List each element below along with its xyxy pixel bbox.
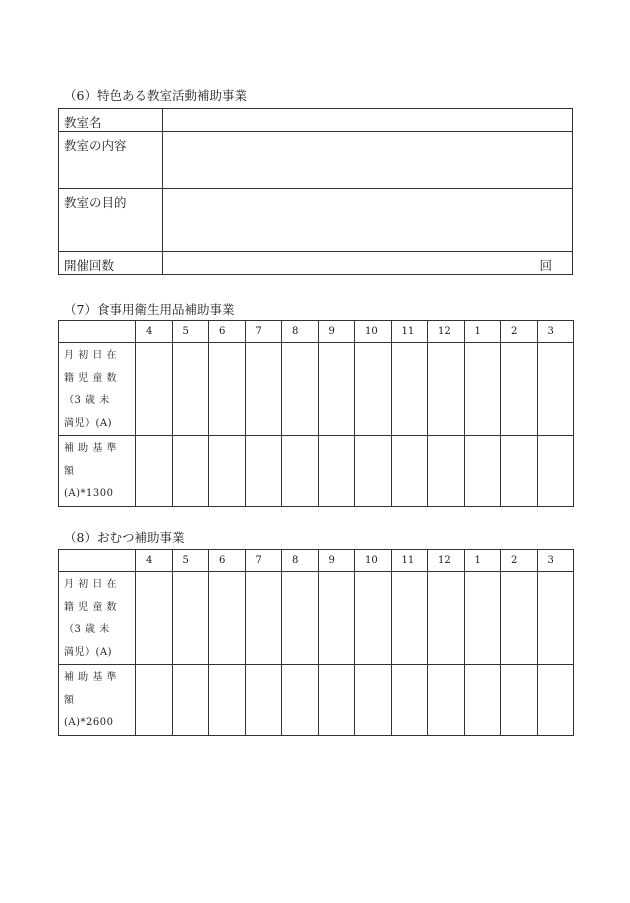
classroom-name-label: 教室名 — [59, 109, 163, 132]
input-cell[interactable] — [464, 343, 501, 436]
section6-title: （6）特色ある教室活動補助事業 — [64, 88, 247, 103]
label-line: 満児）(A) — [64, 417, 113, 429]
input-cell[interactable] — [391, 436, 428, 507]
input-cell[interactable] — [209, 665, 246, 736]
input-cell[interactable] — [391, 665, 428, 736]
label-line: （3 歳 未 — [64, 624, 110, 635]
input-cell[interactable] — [245, 436, 282, 507]
input-cell[interactable] — [172, 343, 209, 436]
classroom-purpose-field[interactable] — [163, 189, 573, 252]
month-header: 9 — [318, 321, 355, 343]
input-cell[interactable] — [428, 665, 465, 736]
enrolled-children-row — [59, 572, 574, 665]
month-header-row — [59, 550, 574, 572]
input-cell[interactable] — [464, 572, 501, 665]
enrolled-children-label — [59, 572, 136, 665]
input-cell[interactable] — [501, 343, 538, 436]
input-cell[interactable] — [391, 343, 428, 436]
month-header: 7 — [245, 550, 282, 572]
subsidy-standard-row — [59, 665, 574, 736]
input-cell[interactable] — [428, 436, 465, 507]
month-header: 9 — [318, 550, 355, 572]
table-row — [59, 109, 573, 132]
month-header: 6 — [209, 550, 246, 572]
table-row — [59, 132, 573, 189]
input-cell[interactable] — [501, 572, 538, 665]
enrolled-children-label — [59, 343, 136, 436]
header-corner-cell — [59, 321, 136, 343]
table-row — [59, 252, 573, 275]
month-header: 8 — [282, 321, 319, 343]
input-cell[interactable] — [209, 572, 246, 665]
month-header: 5 — [172, 550, 209, 572]
header-corner-cell — [59, 550, 136, 572]
input-cell[interactable] — [318, 665, 355, 736]
label-line: 額 — [64, 694, 75, 706]
input-cell[interactable] — [355, 572, 392, 665]
label-line: (A)*2600 — [64, 717, 114, 728]
enrolled-children-row — [59, 343, 574, 436]
label-line: 月 初 日 在 — [64, 579, 118, 590]
input-cell[interactable] — [428, 572, 465, 665]
table-row — [59, 189, 573, 252]
input-cell[interactable] — [209, 343, 246, 436]
input-cell[interactable] — [136, 343, 173, 436]
label-line: 籍 児 童 数 — [64, 372, 118, 384]
input-cell[interactable] — [318, 436, 355, 507]
input-cell[interactable] — [172, 665, 209, 736]
month-header: 2 — [501, 321, 538, 343]
subsidy-standard-row — [59, 436, 574, 507]
month-header: 11 — [391, 321, 428, 343]
input-cell[interactable] — [282, 572, 319, 665]
month-header: 4 — [136, 550, 173, 572]
label-line: 補 助 基 準 — [64, 672, 118, 683]
month-header: 12 — [428, 550, 465, 572]
classroom-content-label: 教室の内容 — [59, 132, 163, 189]
month-header: 10 — [355, 321, 392, 343]
input-cell[interactable] — [537, 436, 574, 507]
label-line: 額 — [64, 465, 75, 477]
month-header: 3 — [537, 550, 574, 572]
input-cell[interactable] — [172, 436, 209, 507]
input-cell[interactable] — [136, 665, 173, 736]
subsidy-standard-label — [59, 665, 136, 736]
label-line: (A)*1300 — [64, 488, 114, 499]
input-cell[interactable] — [245, 572, 282, 665]
input-cell[interactable] — [464, 436, 501, 507]
input-cell[interactable] — [428, 343, 465, 436]
input-cell[interactable] — [355, 665, 392, 736]
month-header: 4 — [136, 321, 173, 343]
month-header: 12 — [428, 321, 465, 343]
input-cell[interactable] — [537, 665, 574, 736]
month-header: 2 — [501, 550, 538, 572]
session-count-field[interactable] — [163, 252, 573, 275]
month-header: 11 — [391, 550, 428, 572]
input-cell[interactable] — [318, 572, 355, 665]
section8-title: （8）おむつ補助事業 — [64, 530, 185, 545]
month-header-row — [59, 321, 574, 343]
session-count-label: 開催回数 — [59, 252, 163, 275]
input-cell[interactable] — [501, 665, 538, 736]
month-header: 5 — [172, 321, 209, 343]
input-cell[interactable] — [355, 343, 392, 436]
month-header: 1 — [464, 321, 501, 343]
label-line: （3 歳 未 — [64, 395, 110, 406]
input-cell[interactable] — [464, 665, 501, 736]
subsidy-standard-label — [59, 436, 136, 507]
input-cell[interactable] — [245, 343, 282, 436]
input-cell[interactable] — [209, 436, 246, 507]
month-header: 6 — [209, 321, 246, 343]
classroom-purpose-label: 教室の目的 — [59, 189, 163, 252]
input-cell[interactable] — [355, 436, 392, 507]
month-header: 7 — [245, 321, 282, 343]
input-cell[interactable] — [172, 572, 209, 665]
label-line: 籍 児 童 数 — [64, 601, 118, 613]
month-header: 1 — [464, 550, 501, 572]
month-header: 8 — [282, 550, 319, 572]
meal-hygiene-table — [58, 320, 574, 507]
input-cell[interactable] — [136, 436, 173, 507]
label-line: 補 助 基 準 — [64, 443, 118, 454]
input-cell[interactable] — [282, 436, 319, 507]
session-count-unit: 回 — [539, 258, 552, 273]
input-cell[interactable] — [537, 343, 574, 436]
month-header: 3 — [537, 321, 574, 343]
input-cell[interactable] — [391, 572, 428, 665]
classroom-content-field[interactable] — [163, 132, 573, 189]
month-header: 10 — [355, 550, 392, 572]
input-cell[interactable] — [282, 665, 319, 736]
input-cell[interactable] — [245, 665, 282, 736]
classroom-activity-table — [58, 108, 573, 275]
section7-title: （7）食事用衛生用品補助事業 — [64, 302, 235, 317]
label-line: 月 初 日 在 — [64, 350, 118, 361]
input-cell[interactable] — [318, 343, 355, 436]
input-cell[interactable] — [501, 436, 538, 507]
input-cell[interactable] — [136, 572, 173, 665]
input-cell[interactable] — [537, 572, 574, 665]
label-line: 満児）(A) — [64, 646, 113, 658]
input-cell[interactable] — [282, 343, 319, 436]
diaper-subsidy-table — [58, 549, 574, 736]
classroom-name-field[interactable] — [163, 109, 573, 132]
